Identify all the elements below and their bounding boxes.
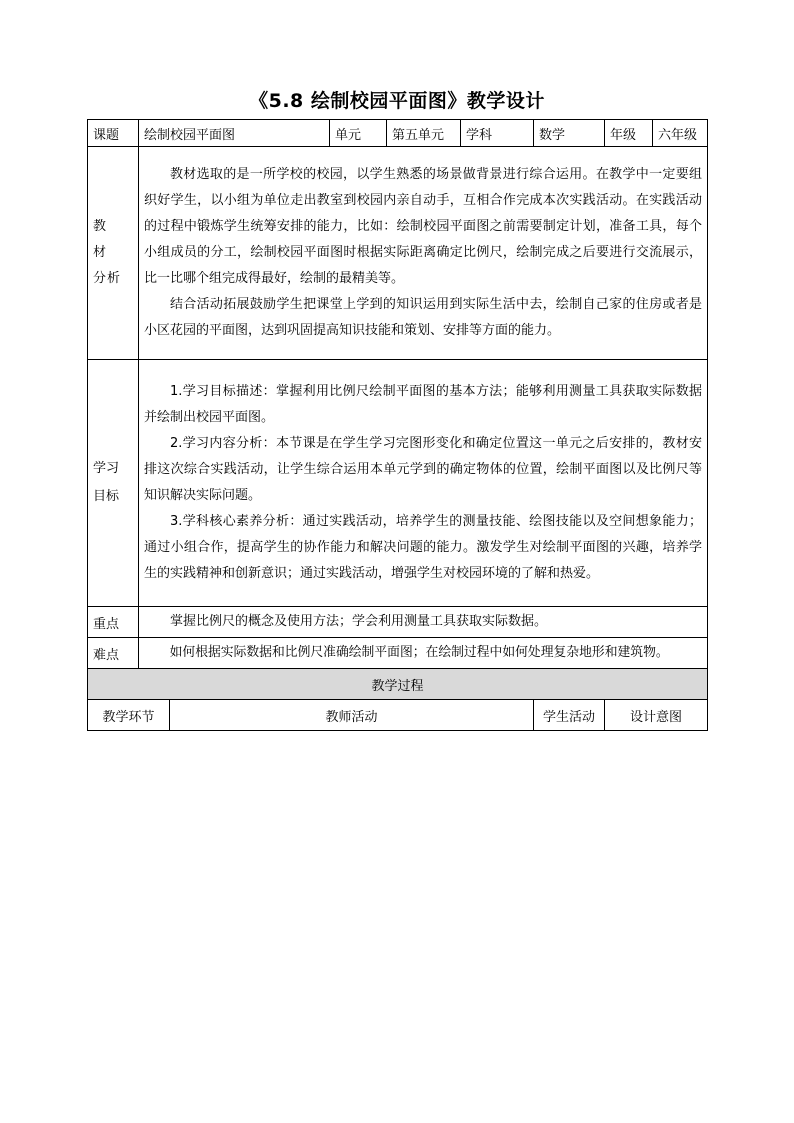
learning-goals-row xyxy=(88,360,708,607)
unit-value: 第五单元 xyxy=(387,120,461,147)
subject-label: 课题 xyxy=(88,120,139,147)
unit-label: 单元 xyxy=(330,120,387,147)
process-col-teacher: 教师活动 xyxy=(170,700,534,731)
process-col-student: 学生活动 xyxy=(534,700,605,731)
learning-goals-label: 学习 目标 xyxy=(88,360,139,607)
goal-paragraph: 2.学习内容分析：本节课是在学生学习完图形变化和确定位置这一单元之后安排的，教材安排这次综合实践活动，让学生综合运用本单元学到的确定物体的位置，绘制平面图以及比例尺等知识解决实际问题。 xyxy=(144,435,703,503)
difficulty-content xyxy=(139,638,708,669)
key-point-row xyxy=(88,607,708,638)
material-paragraph: 教材选取的是一所学校的校园，以学生熟悉的场景做背景进行综合运用。在教学中一定要组织好学生，以小组为单位走出教室到校园内亲自动手，互相合作完成本次实践活动。在实践活动的过程中锻炼学生统筹安排的能力，比如：绘制校园平面图之前需要制定计划，准备工具，每个小组成员的分工，绘制校园平面图时根据实际距离确定比例尺，绘制完成之后要进行交流展示，比一比哪个组完成得最好，绘制的最精美等。 xyxy=(144,166,703,286)
goal-paragraph: 1.学习目标描述：掌握利用比例尺绘制平面图的基本方法；能够利用测量工具获取实际数据并绘制出校园平面图。 xyxy=(144,383,703,425)
material-analysis-label: 教材 分析 xyxy=(88,147,139,360)
course-label: 学科 xyxy=(461,120,534,147)
header-row xyxy=(88,120,708,147)
material-analysis-content xyxy=(139,147,708,360)
process-heading: 教学过程 xyxy=(88,669,708,700)
lesson-plan-table xyxy=(87,119,708,731)
grade-label: 年级 xyxy=(605,120,653,147)
subject-value: 绘制校园平面图 xyxy=(139,120,330,147)
process-columns-row xyxy=(88,700,708,731)
process-col-intent: 设计意图 xyxy=(605,700,708,731)
key-point-content xyxy=(139,607,708,638)
material-paragraph: 结合活动拓展鼓励学生把课堂上学到的知识运用到实际生活中去，绘制自己家的住房或者是小区花园的平面图，达到巩固提高知识技能和策划、安排等方面的能力。 xyxy=(144,296,703,338)
document-title: 《5.8 绘制校园平面图》教学设计 xyxy=(249,90,545,112)
goal-paragraph: 3.学科核心素养分析：通过实践活动，培养学生的测量技能、绘图技能以及空间想象能力；通过小组合作，提高学生的协作能力和解决问题的能力。激发学生对绘制平面图的兴趣，培养学生的实践精神和创新意识；通过实践活动，增强学生对校园环境的了解和热爱。 xyxy=(144,513,703,581)
material-analysis-row xyxy=(88,147,708,360)
learning-goals-content xyxy=(139,360,708,607)
key-point-text: 掌握比例尺的概念及使用方法；学会利用测量工具获取实际数据。 xyxy=(170,614,548,629)
process-heading-row xyxy=(88,669,708,700)
grade-value: 六年级 xyxy=(653,120,708,147)
course-value: 数学 xyxy=(534,120,605,147)
difficulty-text: 如何根据实际数据和比例尺准确绘制平面图；在绘制过程中如何处理复杂地形和建筑物。 xyxy=(169,645,669,660)
key-point-label: 重点 xyxy=(88,607,139,638)
difficulty-label: 难点 xyxy=(88,638,139,669)
process-col-stage: 教学环节 xyxy=(88,700,170,731)
difficulty-row xyxy=(88,638,708,669)
